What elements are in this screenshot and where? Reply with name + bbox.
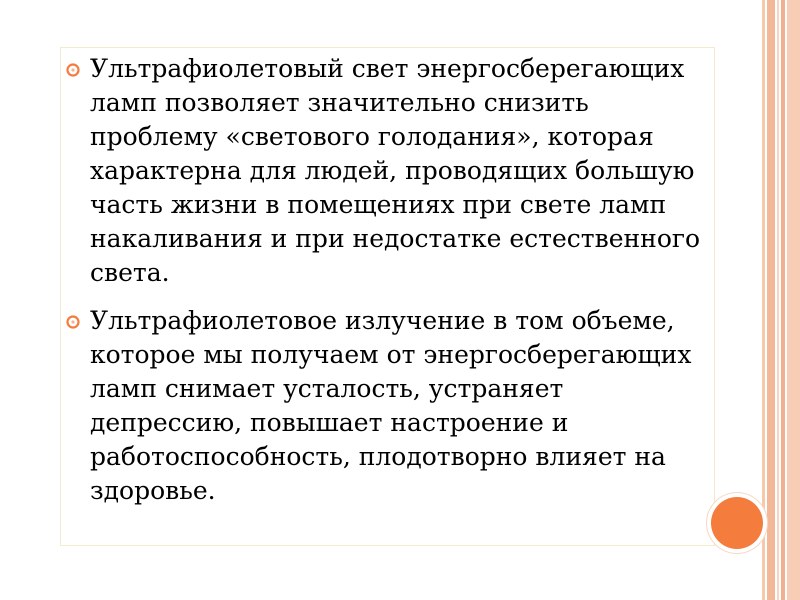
bullet-text: Ультрафиолетовое излучение в том объеме, которое мы получаем от энергосберегающих ламп снимает усталость, устраняет депрессию, повышает настроение и работоспособность, плодотворно влияет на здоровье. [90, 306, 692, 505]
bullet-text: Ультрафиолетовый свет энергосберегающих ламп позволяет значительно снизить проблему «светового голодания», которая характерна для людей, проводящих большую часть жизни в помещениях при свете ламп накаливания и при недостатке естественного света. [90, 54, 701, 287]
orange-ring-bullet-icon [66, 63, 80, 77]
decorative-stripe [781, 0, 785, 600]
decorative-stripe [762, 0, 765, 600]
decorative-stripe [787, 0, 800, 600]
orange-circle-decoration [711, 497, 763, 549]
orange-ring-bullet-icon [66, 315, 80, 329]
decorative-stripe [767, 0, 775, 600]
bullet-list [64, 52, 704, 522]
decorative-stripe [777, 0, 779, 600]
bullet-item [64, 52, 704, 290]
bullet-item [64, 304, 704, 508]
